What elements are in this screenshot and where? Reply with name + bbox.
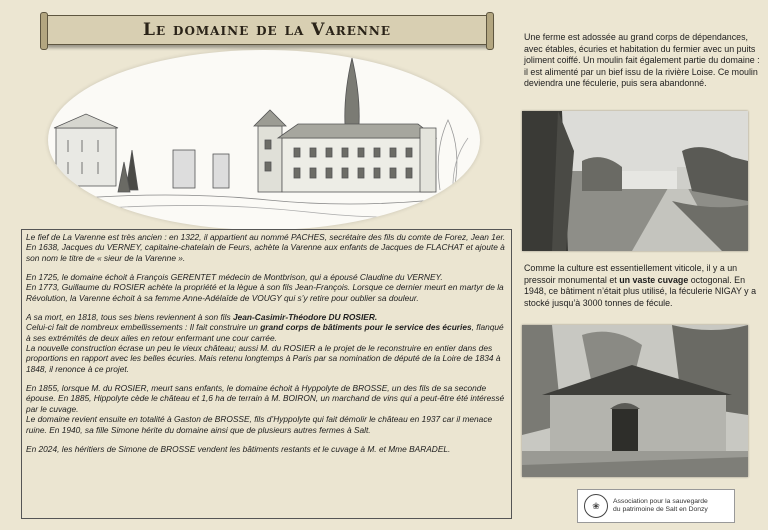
history-text-span: En 1855, lorsque M. du ROSIER, meurt sans enfants, le domaine échoit à Hyppolyte de BROSSE, un des fils de sa seconde épouse. En 1885, Hippolyte cède le château et 1,6 ha de terrain à M. BOIRON, un marchand de vins qui a peut-être été intéressé par le cuvage. [26,383,505,414]
history-paragraph-5 [26,444,507,454]
cuvage-photo-icon [522,325,748,477]
title-banner [44,15,490,45]
cuvage-photo [522,325,748,477]
history-text-bold: Jean-Casimir-Théodore DU ROSIER. [233,312,378,323]
history-text-span: La nouvelle construction écrase un peu le vieux château; aussi M. du ROSIER a le projet de le reconstruire en entier dans des proportions en rapport avec les belles écuries. Mais retenu longtemps à Paris par sa nomination de député de la Loire de 1834 à 1848, il renonce à ce projet. [26,343,501,374]
association-line-1: Association pour la sauvegarde [613,497,708,505]
cuvage-description [524,263,760,309]
history-text-span: Le domaine revient ensuite en totalité à Gaston de BROSSE, fils d’Hyppolyte qui fait démolir le château en 1937 car il menace ruine. En 1940, sa fille Simone hérite du domaine ainsi que de plusieurs autres fermes à Salt. [26,414,493,435]
association-line-2: du patrimoine de Salt en Donzy [613,506,708,513]
chateau-drawing-icon [48,50,480,230]
association-name [613,498,708,515]
history-text-span: En 1725, le domaine échoit à François GERENTET médecin de Montbrison, qui a épousé Claudine du VERNEY. [26,272,443,283]
history-text [21,229,512,519]
history-text-span: A sa mort, en 1818, tous ses biens reviennent à son fils [26,312,234,323]
farm-road-photo [522,111,748,251]
cuvage-text-span: octogonal. En 1948, ce bâtiment n’était plus utilisé, la féculerie NIGAY y a stocké jusqu’à 3000 tonnes de fécule. [524,274,757,308]
history-text-span: Le fief de La Varenne est très ancien : en 1322, il appartient au nommé PACHES, secrétaire des fils du comte de Forez, Jean 1er. En 1638, Jacques du VERNEY, capitaine-chatelain de Feurs, achète la Varenne aux enfants de Jacques de FLACHAT et ajoute à son nom le titre de « sieur de la Varenne ». [26,232,506,263]
history-paragraph-4 [26,383,507,435]
history-paragraph-1 [26,232,507,263]
history-paragraph-2 [26,272,507,303]
history-text-span: Celui-ci fait de nombreux embellissements : Il fait construire un [26,322,261,333]
history-text-span: En 1773, Guillaume du ROSIER achète la propriété et la lègue à son fils Jean-François. Lorsque ce dernier meurt en martyr de la Révolution, la Varenne échoit à sa femme Anne-Adélaïde de VOUGY qui s’y retire pour oublier sa douleur. [26,282,504,303]
page-title: Le domaine de la Varenne [143,20,391,40]
farm-description: Une ferme est adossée au grand corps de dépendances, avec étables, écuries et habitation du fermier avec un puits joliment coiffé. Un moulin fait également partie du domaine : il est alimenté par un bief issu de la rivière Loise. Ce moulin deviendra une féculerie, puis sera abandonné. [524,32,760,89]
history-text-bold: grand corps de bâtiments pour le service des écuries [260,322,472,333]
association-emblem-icon: ❀ [584,494,608,518]
cuvage-text-bold: un vaste cuvage [619,274,689,285]
farm-road-photo-icon [522,111,748,251]
cuvage-text-span: Comme la culture est essentiellement viticole, il y a un pressoir monumental et [524,263,738,285]
history-paragraph-3 [26,312,507,374]
chateau-engraving [48,50,480,230]
association-logo-box [577,489,735,523]
history-text-span: En 2024, les héritiers de Simone de BROSSE vendent les bâtiments restants et le cuvage à M. et Mme BARADEL. [26,443,451,454]
history-text-span: , flanqué à ses extrémités de deux ailes en retour enfermant une cour carrée. [26,322,504,343]
